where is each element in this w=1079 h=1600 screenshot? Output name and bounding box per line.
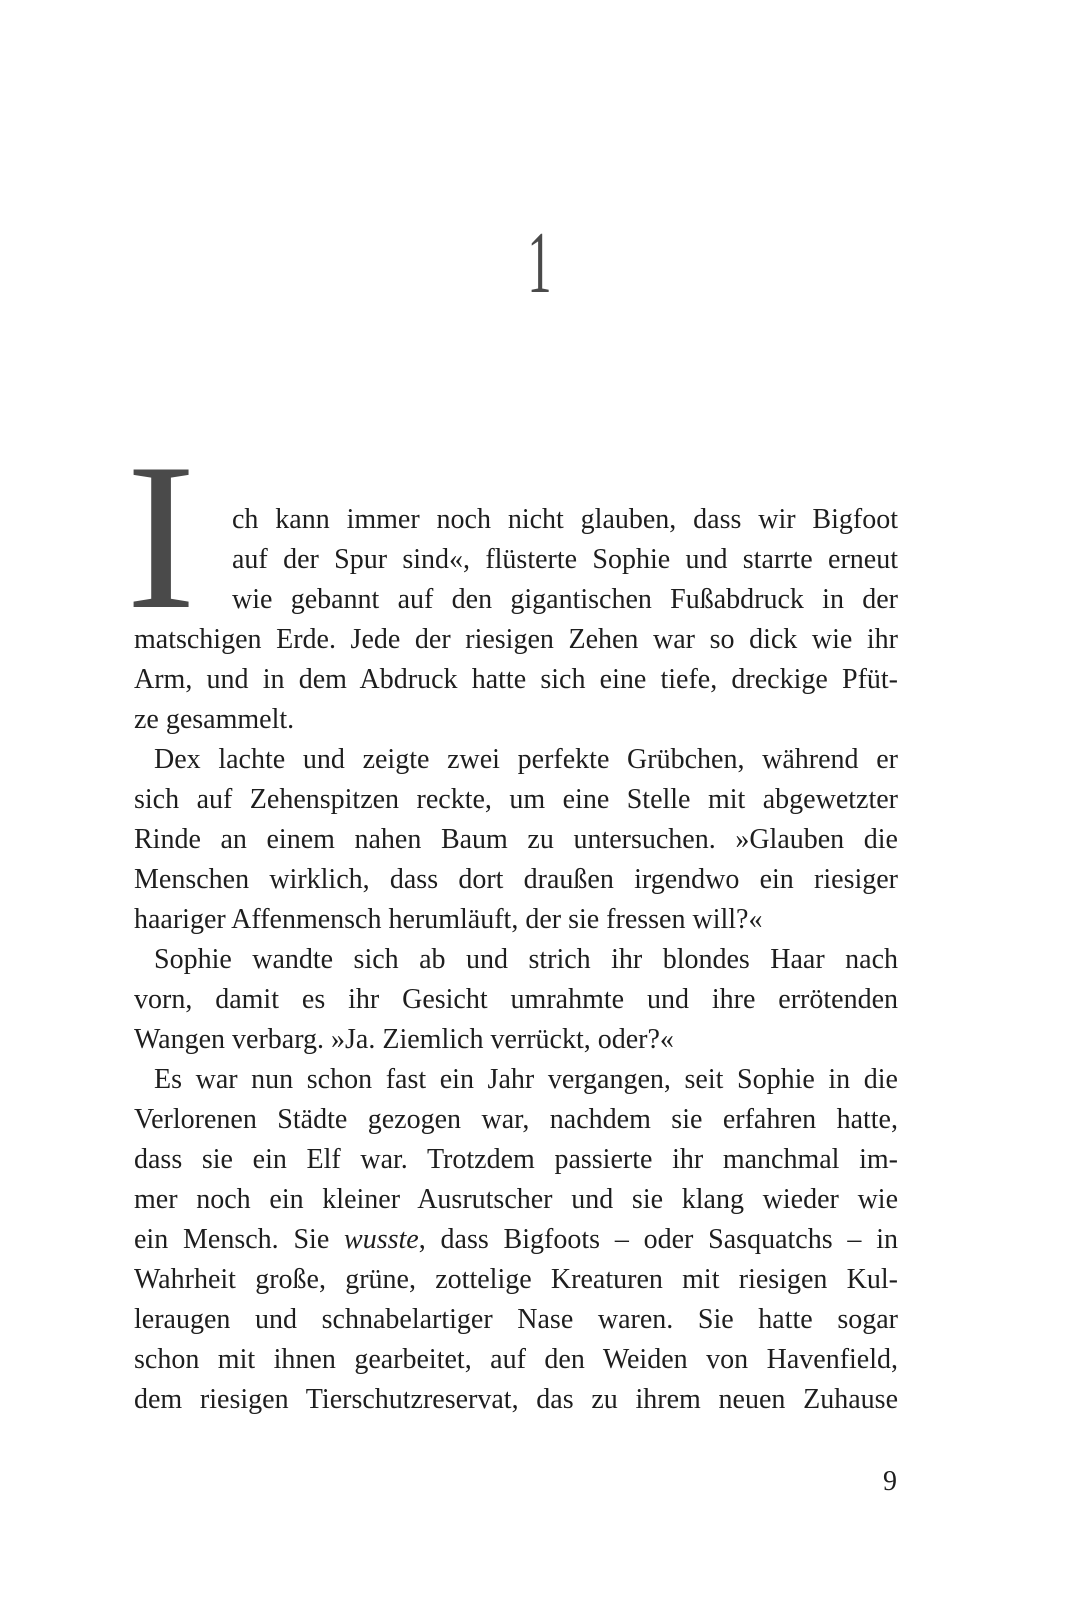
text-line: vorn, damit es ihr Gesicht umrahmte und ihre errötenden bbox=[134, 984, 898, 1015]
text-line: dass sie ein Elf war. Trotzdem passierte ihr manchmal im- bbox=[134, 1144, 898, 1175]
text-line: Menschen wirklich, dass dort draußen irgendwo ein riesiger bbox=[134, 864, 898, 895]
text-line: wie gebannt auf den gigantischen Fußabdruck in der bbox=[232, 584, 898, 615]
text-line: leraugen und schnabelartiger Nase waren. Sie hatte sogar bbox=[134, 1304, 898, 1335]
text-line: matschigen Erde. Jede der riesigen Zehen war so dick wie ihr bbox=[134, 624, 898, 655]
text-line: dem riesigen Tierschutzreservat, das zu ihrem neuen Zuhause bbox=[134, 1384, 898, 1415]
text-line: Es war nun schon fast ein Jahr vergangen, seit Sophie in die bbox=[154, 1064, 898, 1095]
text-line: schon mit ihnen gearbeitet, auf den Weiden von Havenfield, bbox=[134, 1344, 898, 1375]
emphasized-word: wusste bbox=[344, 1224, 419, 1255]
text-line bbox=[134, 1220, 898, 1260]
chapter-number: 1 bbox=[527, 215, 552, 312]
text-line: Sophie wandte sich ab und strich ihr blondes Haar nach bbox=[154, 944, 898, 975]
text-line: auf der Spur sind«, flüsterte Sophie und starrte erneut bbox=[232, 544, 898, 575]
text-line: Rinde an einem nahen Baum zu untersuchen. »Glauben die bbox=[134, 824, 898, 855]
text-line: Wahrheit große, grüne, zottelige Kreaturen mit riesigen Kul- bbox=[134, 1264, 898, 1295]
text-line: Verlorenen Städte gezogen war, nachdem sie erfahren hatte, bbox=[134, 1104, 898, 1135]
text-segment: ein Mensch. Sie bbox=[134, 1224, 345, 1255]
text-line: Arm, und in dem Abdruck hatte sich eine tiefe, dreckige Pfüt- bbox=[134, 664, 898, 695]
text-line: sich auf Zehenspitzen reckte, um eine Stelle mit abgewetzter bbox=[134, 784, 898, 815]
page-number: 9 bbox=[883, 1466, 897, 1497]
text-line: Dex lachte und zeigte zwei perfekte Grübchen, während er bbox=[154, 744, 898, 775]
text-line: ch kann immer noch nicht glauben, dass wir Bigfoot bbox=[232, 504, 898, 535]
text-line: Wangen verbarg. »Ja. Ziemlich verrückt, oder?« bbox=[134, 1024, 674, 1055]
drop-cap: I bbox=[126, 421, 196, 653]
text-line: haariger Affenmensch herumläuft, der sie fressen will?« bbox=[134, 904, 763, 935]
text-segment: , dass Bigfoots – oder Sasquatchs – in bbox=[418, 1224, 898, 1255]
text-line: mer noch ein kleiner Ausrutscher und sie klang wieder wie bbox=[134, 1184, 898, 1215]
text-line: ze gesammelt. bbox=[134, 704, 295, 735]
